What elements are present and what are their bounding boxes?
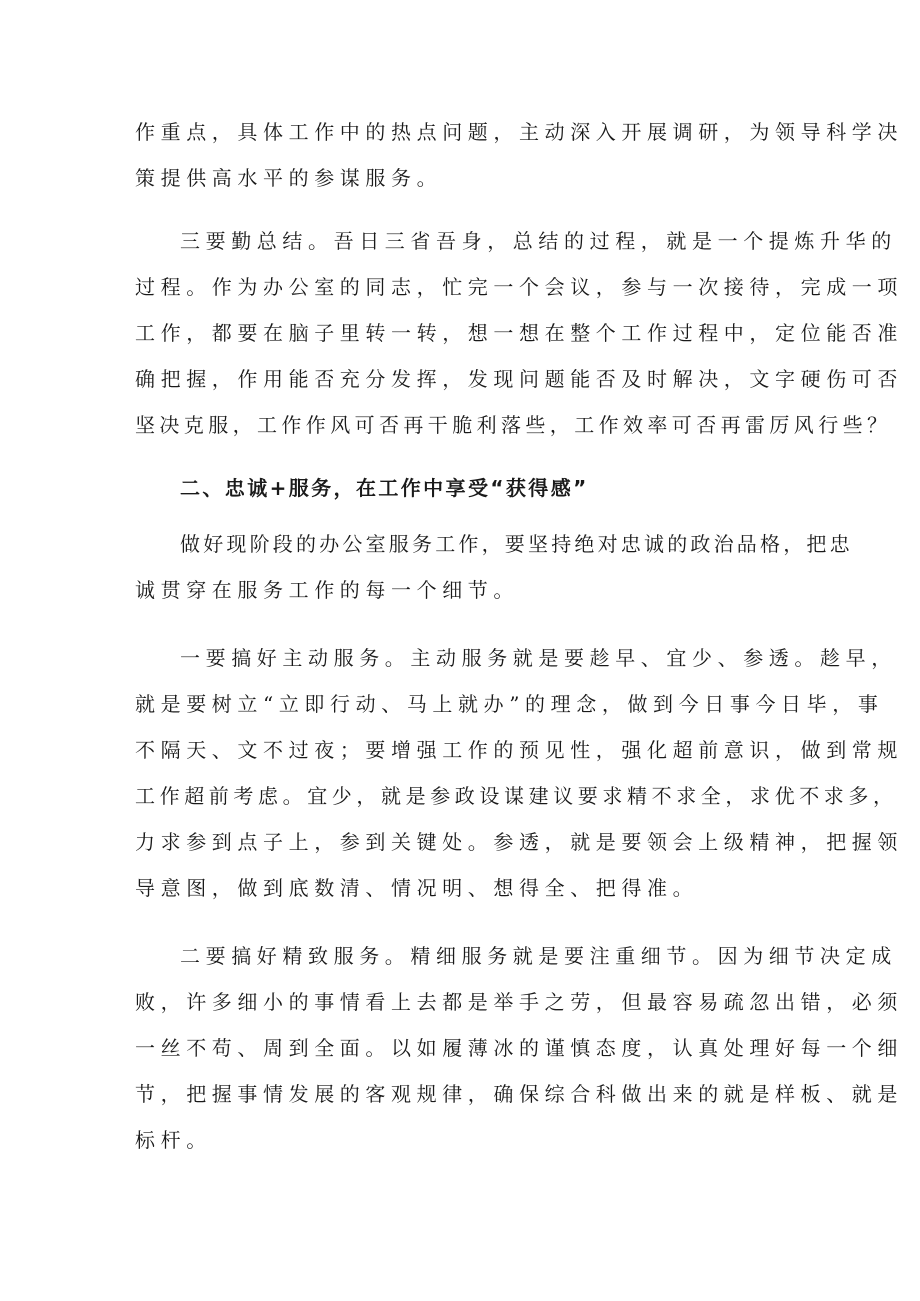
paragraph-line: 诚贯穿在服务工作的每一个细节。 [135, 578, 519, 602]
section-heading: 二、忠诚+服务，在工作中享受“获得感” [180, 476, 589, 500]
paragraph-line: 节，把握事情发展的客观规律，确保综合科做出来的就是样板、就是 [135, 1082, 903, 1106]
paragraph-line: 过程。作为办公室的同志，忙完一个会议，参与一次接待，完成一项 [135, 275, 903, 299]
paragraph-line: 做好现阶段的办公室服务工作，要坚持绝对忠诚的政治品格，把忠 [180, 532, 853, 556]
paragraph-line: 二要搞好精致服务。精细服务就是要注重细节。因为细节决定成 [180, 944, 897, 968]
paragraph-line: 一丝不苟、周到全面。以如履薄冰的谨慎态度，认真处理好每一个细 [135, 1036, 903, 1060]
paragraph-line: 力求参到点子上，参到关键处。参透，就是要领会上级精神，把握领 [135, 830, 903, 854]
paragraph-line: 策提供高水平的参谋服务。 [135, 166, 443, 190]
paragraph-line: 导意图，做到底数清、情况明、想得全、把得准。 [135, 876, 699, 900]
paragraph-line: 坚决克服，工作作风可否再干脆利落些，工作效率可否再雷厉风行些？ [135, 413, 892, 437]
paragraph-line: 工作，都要在脑子里转一转，想一想在整个工作过程中，定位能否准 [135, 321, 903, 345]
paragraph-line: 确把握，作用能否充分发挥，发现问题能否及时解决，文字硬伤可否 [135, 367, 903, 391]
paragraph-line: 作重点，具体工作中的热点问题，主动深入开展调研，为领导科学决 [135, 120, 903, 144]
paragraph-line: 败，许多细小的事情看上去都是举手之劳，但最容易疏忽出错，必须 [135, 990, 903, 1014]
paragraph-line: 就是要树立“立即行动、马上就办”的理念，做到今日事今日毕，事 [135, 692, 884, 716]
paragraph-line: 不隔天、文不过夜；要增强工作的预见性，强化超前意识，做到常规 [135, 738, 903, 762]
paragraph-line: 标杆。 [135, 1128, 212, 1152]
paragraph-line: 三要勤总结。吾日三省吾身，总结的过程，就是一个提炼升华的 [180, 229, 897, 253]
paragraph-line: 一要搞好主动服务。主动服务就是要趁早、宜少、参透。趁早， [180, 646, 897, 670]
paragraph-line: 工作超前考虑。宜少，就是参政设谋建议要求精不求全，求优不求多， [135, 784, 898, 808]
